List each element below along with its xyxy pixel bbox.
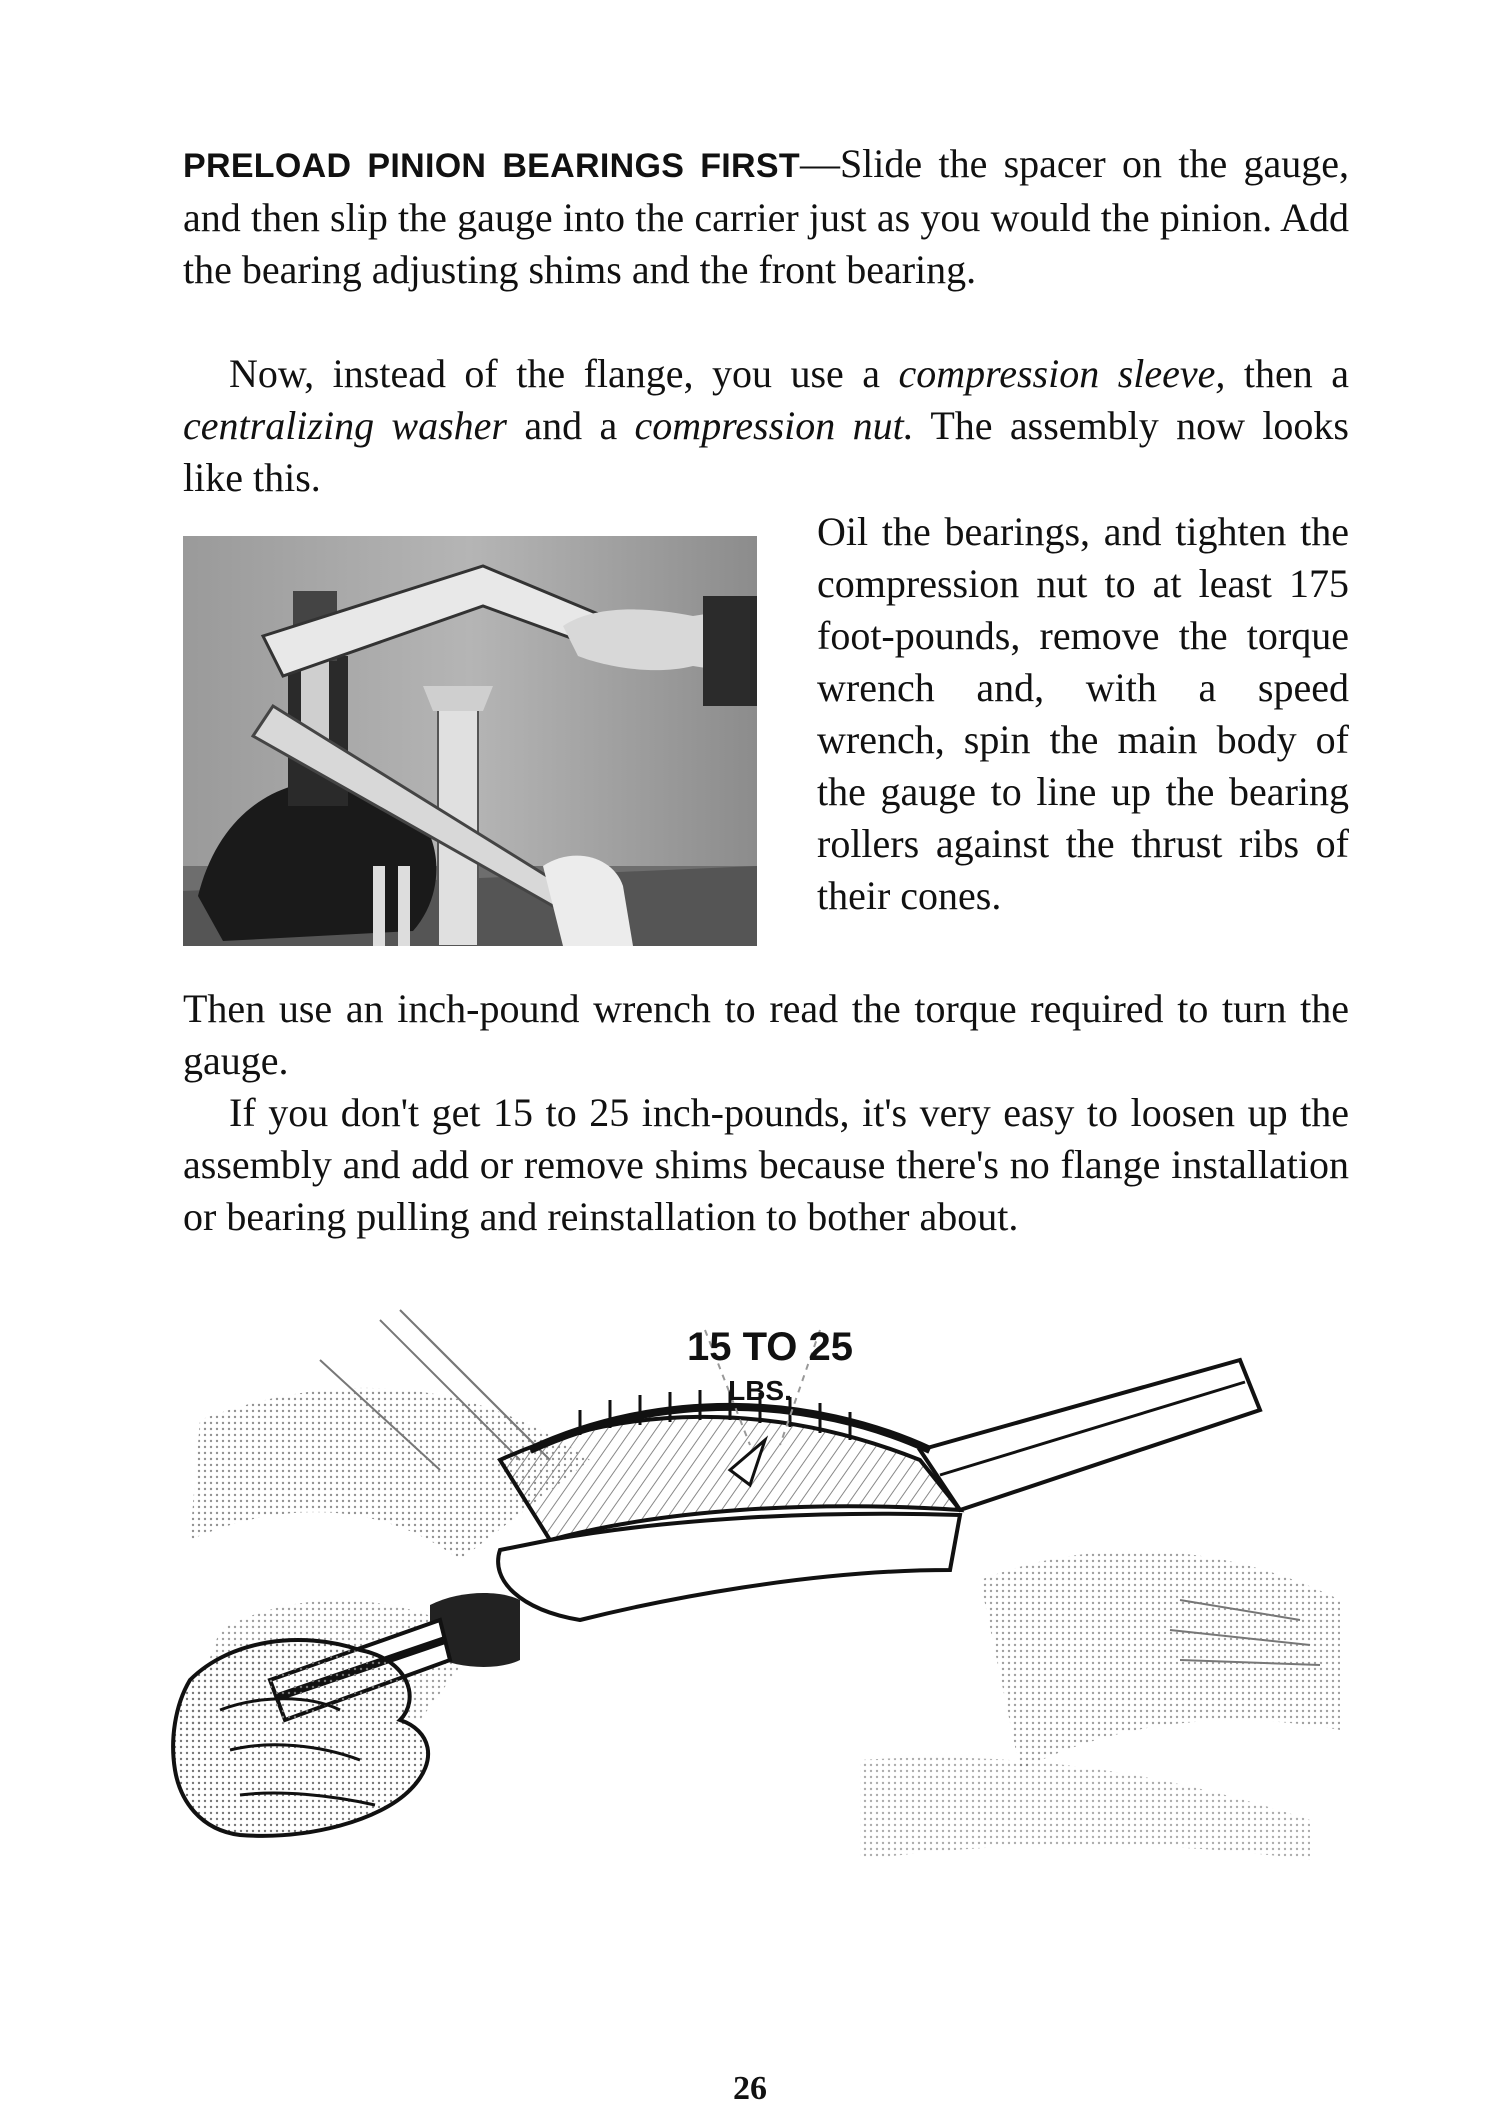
torque-wrench-illustration <box>160 1300 1360 1920</box>
paragraph-preload-body: —Slide the spacer on the gauge, and then slip the gauge into the carrier just as you would the pinion. Add the bearing adjusting shims and the front bearing. <box>183 141 1349 292</box>
term-compression-sleeve: compression sleeve, <box>898 351 1226 396</box>
paragraph-preload <box>183 138 1349 296</box>
term-compression-nut: compression nut. <box>634 403 914 448</box>
text-run: The assembly now looks like this. <box>183 403 1349 500</box>
page-number: 26 <box>733 2070 767 2107</box>
paragraph-compression <box>183 348 1349 504</box>
text-run: then a <box>1225 351 1350 396</box>
assembly-photo <box>183 536 757 946</box>
section-heading: PRELOAD PINION BEARINGS FIRST <box>183 147 800 185</box>
torque-range-label: 15 TO 25 <box>686 1325 854 1369</box>
text-run: Now, instead of the flange, you use a <box>229 351 899 396</box>
paragraph-inch-pound: Then use an inch-pound wrench to read the torque required to turn the gauge. <box>183 986 1349 1083</box>
text-run: and a <box>507 403 635 448</box>
paragraph-shims: If you don't get 15 to 25 inch-pounds, it's very easy to loosen up the assembly and add or remove shims because there's no flange installation or bearing pulling and reinstallation to bother about. <box>183 1090 1349 1239</box>
torque-unit-label: LBS. <box>728 1375 792 1406</box>
paragraph-oil-bearings: Oil the bearings, and tighten the compression nut to at least 175 foot-pounds, remove the torque wrench and, with a speed wrench, spin the main body of the gauge to line up the bearing rollers against the thrust ribs of their cones. <box>817 509 1349 918</box>
term-centralizing-washer: centralizing washer <box>183 403 508 448</box>
